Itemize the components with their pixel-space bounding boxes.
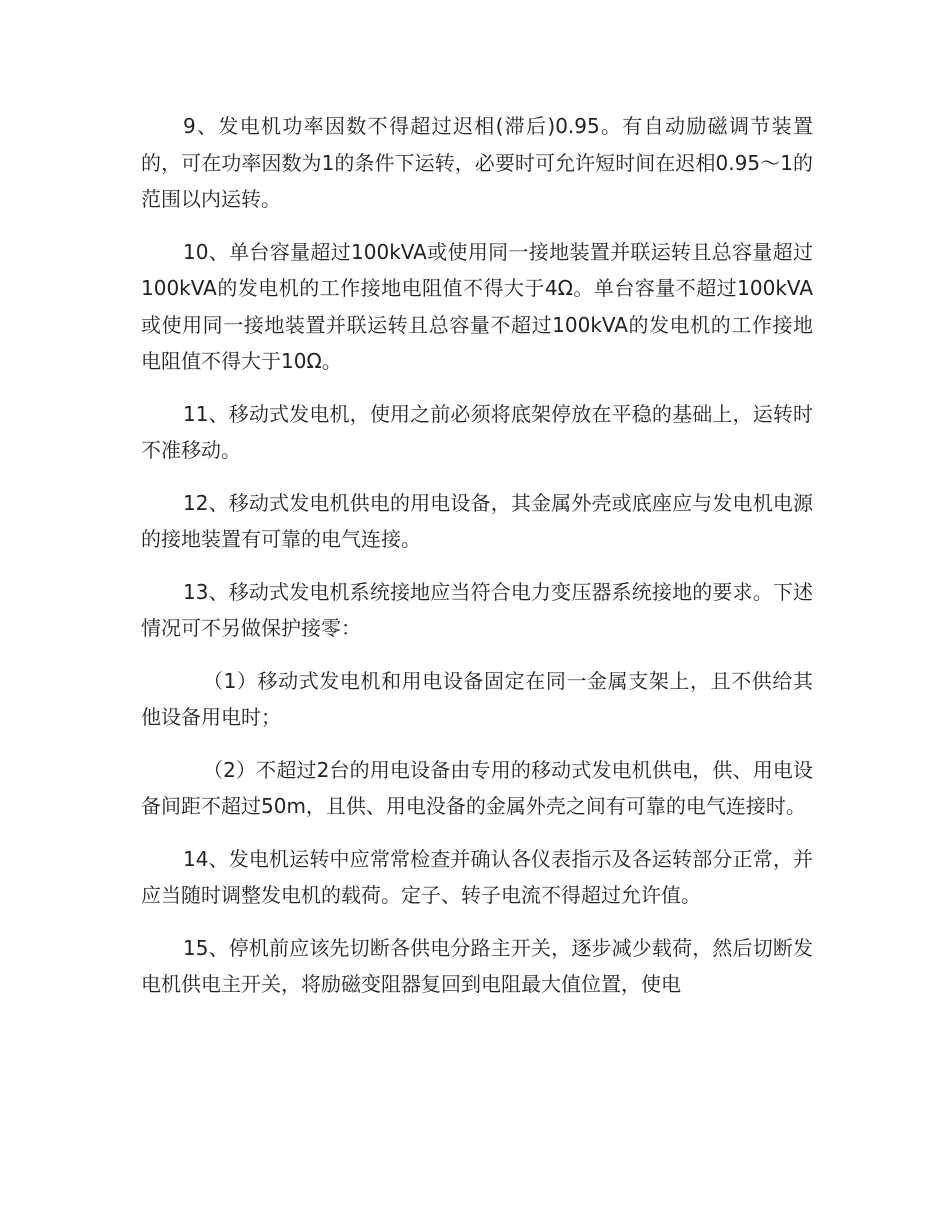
document-body [141, 108, 813, 1019]
paragraph-13-item-1: （1）移动式发电机和用电设备固定在同一金属支架上，且不供给其他设备用电时； [141, 668, 813, 729]
paragraph-13-item-2: （2）不超过2台的用电设备由专用的移动式发电机供电，供、用电设备间距不超过50m，且供、用电没备的金属外壳之间有可靠的电气连接时。 [141, 757, 813, 818]
paragraph-12: 12、移动式发电机供电的用电设备，其金属外壳或底座应与发电机电源的接地装置有可靠的电气连接。 [141, 490, 813, 551]
paragraph-11: 11、移动式发电机，使用之前必须将底架停放在平稳的基础上，运转时不准移动。 [141, 401, 813, 462]
paragraph-14: 14、发电机运转中应常常检查并确认各仪表指示及各运转部分正常，并应当随时调整发电机的载荷。定子、转子电流不得超过允许值。 [141, 846, 813, 907]
paragraph-15: 15、停机前应该先切断各供电分路主开关，逐步减少载荷，然后切断发电机供电主开关，将励磁变阻器复回到电阻最大值位置，使电 [141, 935, 813, 996]
paragraph-9: 9、发电机功率因数不得超过迟相(滞后)0.95。有自动励磁调节装置的，可在功率因数为1的条件下运转，必要时可允许短时间在迟相0.95～1的范围以内运转。 [141, 114, 813, 211]
paragraph-10: 10、单台容量超过100kVA或使用同一接地装置并联运转且总容量超过100kVA的发电机的工作接地电阻值不得大于4Ω。单台容量不超过100kVA或使用同一接地装置并联运转且总容量不超过100kVA的发电机的工作接地电阻值不得大于10Ω。 [141, 239, 813, 373]
paragraph-13: 13、移动式发电机系统接地应当符合电力变压器系统接地的要求。下述情况可不另做保护接零： [141, 579, 813, 640]
